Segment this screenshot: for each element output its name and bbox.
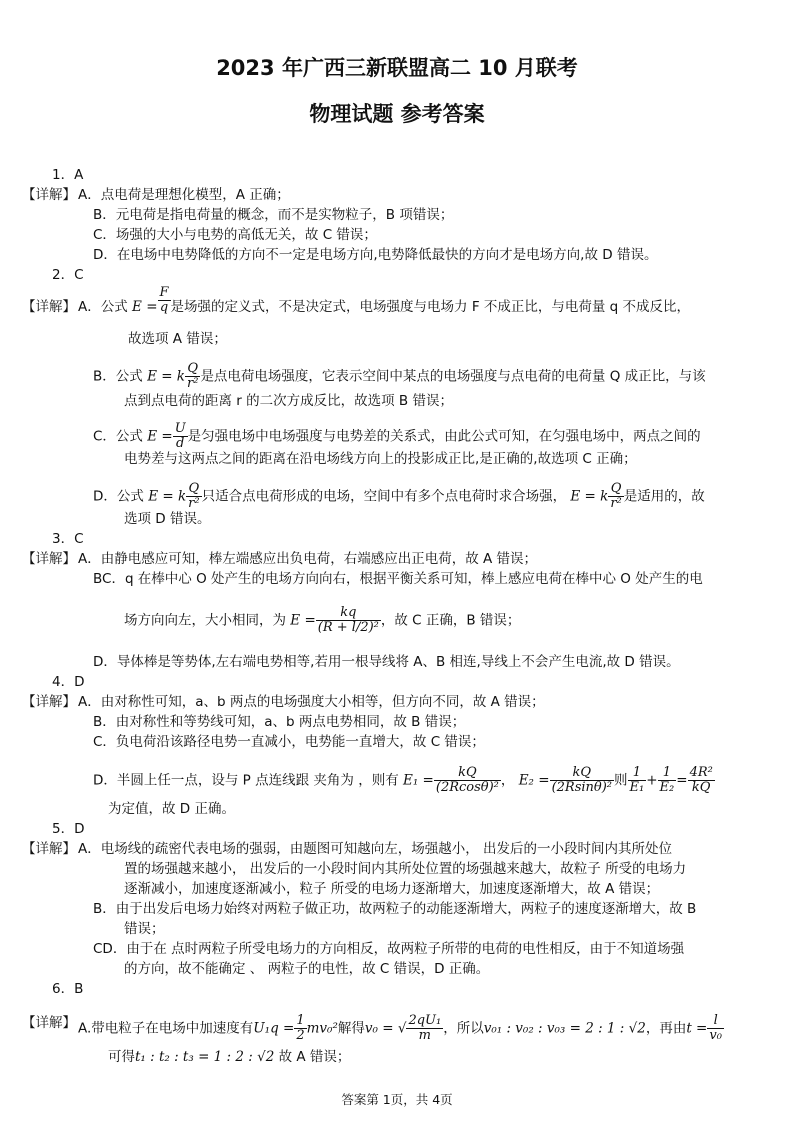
q4-option-b: B．由对称性和等势线可知，a、b 两点电势相同，故 B 错误； [93,714,466,730]
q2-detail-tag: 【详解】 [22,299,76,315]
q6-a2-text2: 故 A 错误； [278,1049,351,1065]
q6-a-text2: 解得 [337,1020,365,1037]
q6-a-line2 [108,1048,350,1066]
formula-frac: $\frac{kQ}{\text{(2Rsinθ)²}}$ [551,765,613,795]
q2-a-text: 是场强的定义式，不是决定式，电场强度与电场力 F 不成正比，与电荷量 q 不成反比， [170,299,691,315]
q2-option-a [78,284,691,316]
q3-option-bc: BC．q 在棒中心 O 处产生的电场方向向右，根据平衡关系可知，棒上感应电荷在棒中心 O 处产生的电 [93,571,703,587]
q2-b-text: 是点电荷电场强度，它表示空间中某点的电场强度与点电荷的电荷量 Q 成正比，与该 [200,368,706,385]
q6-option-a: A.带电粒子在电场中加速度有U₁q = $\frac{1}{2}$ mv₀²解得v₀ = √ $\frac{\text{2qU₁}}{m}$ ，所以v₀₁ : v₀₂ : v₀₃ = 2 : 1 : √2，再由t = $\frac{l}{\text{v₀}}$ [78,1013,722,1043]
formula-e2: E₂ = [518,772,550,789]
q4-option-a: A．由对称性可知，a、b 两点的电场强度大小相等，但方向不同，故 A 错误； [78,694,545,710]
q4-answer: 4．D [52,674,85,690]
formula-e-kq: E = [290,612,316,629]
q5-option-b: B．由于出发后电场力始终对两粒子做正功，故两粒子的动能逐渐增大，两粒子的速度逐渐增大，故 B [93,901,697,917]
q4-detail-tag: 【详解】 [22,694,76,710]
q2-d-text2: 是适用的，故 [623,488,705,505]
q2-option-c [93,422,701,451]
q5-option-cd: CD．由于在 点时两粒子所受电场力的方向相反，故两粒子所带的电荷的电性相反，由于不知道场强 [93,941,685,957]
formula-e-f-q: E = [132,299,158,315]
formula-e-kq-r2: E = k [570,488,609,505]
formula-frac: $\frac{1}{\text{E₁}}$ [629,765,645,795]
q5-option-a: A．电场线的疏密代表电场的强弱，由题图可知越向左，场强越小， 出发后的一小段时间内其所处位 [78,841,673,857]
page-title: 2023 年广西三新联盟高二 10 月联考 [216,56,578,80]
q4-option-d: D．半圆上任一点，设与 P 点连线跟 夹角为 ，则有 E₁ = $\frac{kQ}{\text{(2Rcosθ)²}}$ ， E₂ = $\frac{kQ}{\text{(2Rsinθ)²}}$ 则 $\frac{1}{\text{E₁}}$ + $\frac{1}{\text{E₂}}$ = $\frac{\text{4R²}}{kQ}$ [93,765,713,795]
q1-answer: 1．A [52,167,84,183]
q1-option-d: D．在电场中电势降低的方向不一定是电场方向,电势降低最快的方向才是电场方向,故 D 错误。 [93,247,658,263]
q5-a-line3: 逐渐减小，加速度逐渐减小，粒子 所受的电场力逐渐增大，加速度逐渐增大，故 A 错误； [124,881,660,897]
q2-c-prefix: C．公式 [93,428,143,445]
formula-energy: U₁q = [253,1020,295,1037]
formula-frac: $\frac{l}{\text{v₀}}$ [709,1013,722,1043]
q3-bc-text2: ，故 C 正确，B 错误； [380,612,521,629]
formula-frac: $\frac{\text{2qU₁}}{m}$ [408,1013,442,1043]
formula-frac: $\frac{Q}{\text{r²}}$ [610,481,622,511]
q2-a-prefix: A．公式 [78,299,128,315]
q2-option-b [93,362,706,391]
page-subtitle: 物理试题 参考答案 [309,102,485,126]
q3-option-d: D．导体棒是等势体,左右端电势相等,若用一根导线将 A、B 相连,导线上不会产生电流,故 D 错误。 [93,654,680,670]
q1-detail-tag: 【详解】 [22,187,76,203]
formula-t: t = [686,1020,708,1037]
q2-a-line2: 故选项 A 错误； [128,331,227,347]
formula-frac: $\frac{Q}{\text{r²}}$ [188,481,200,511]
formula-e-kq-r2: E = k [148,488,187,505]
formula-frac: $\frac{kq}{\text{(R + l/2)²}}$ [317,605,379,635]
q5-a-line2: 置的场强越来越小， 出发后的一小段时间内其所处位置的场强越来越大，故粒子 所受的电场力 [124,861,687,877]
formula-frac: $\frac{1}{2}$ [296,1013,305,1043]
formula-e-kq-r2: E = k [147,368,185,385]
q3-option-bc-line2 [124,606,520,635]
q5-answer: 5．D [52,821,85,837]
q4-d-line2: 为定值，故 D 正确。 [108,801,235,817]
q2-d-text: 只适合点电荷形成的电场，空间中有多个点电荷时求合场强， [201,488,567,505]
formula-frac: $\frac{Q}{\text{r²}}$ [187,361,199,391]
q6-detail-tag: 【详解】 [22,1015,76,1031]
q3-option-a: A．由静电感应可知，棒左端感应出负电荷，右端感应出正电荷，故 A 错误； [78,551,538,567]
formula-frac: $\frac{\text{4R²}}{kQ}$ [689,765,713,795]
q2-d-prefix: D．公式 [93,488,144,505]
q2-option-d [93,482,705,511]
q5-cd-line2: 的方向，故不能确定 、 两粒子的电性，故 C 错误，D 正确。 [124,961,490,977]
q1-option-a: A．点电荷是理想化模型，A 正确； [78,187,290,203]
page-footer: 答案第 1页，共 4页 [341,1092,453,1107]
formula-e1: E₁ = [403,772,434,789]
q2-b-line2: 点到点电荷的距离 r 的二次方成反比，故选项 B 错误； [124,393,453,409]
formula-frac: $\frac{F}{q}$ [159,284,169,315]
q4-d-then: 则 [614,772,628,789]
q6-a-text3: ，所以 [443,1020,484,1037]
q3-bc-text: 场方向向左，大小相同，为 [124,612,286,629]
formula-ratio: v₀₁ : v₀₂ : v₀₃ = 2 : 1 : √2 [483,1020,646,1037]
q5-b-line2: 错误； [124,921,165,937]
q2-c-line2: 电势差与这两点之间的距离在沿电场线方向上的投影成正比,是正确的,故选项 C 正确； [124,451,637,467]
q4-d-sep: ， [500,772,515,789]
formula-frac: $\frac{U}{d}$ [174,421,186,451]
q1-option-b: B．元电荷是指电荷量的概念，而不是实物粒子，B 项错误； [93,207,454,223]
formula-frac: $\frac{kQ}{\text{(2Rcosθ)²}}$ [435,765,499,795]
formula-e-u-d: E = [147,428,173,445]
q6-a-text: A.带电粒子在电场中加速度有 [78,1020,254,1037]
q4-option-c: C．负电荷沿该路径电势一直减小，电势能一直增大，故 C 错误； [93,734,485,750]
q2-answer: 2．C [52,267,84,283]
formula-frac: $\frac{1}{\text{E₂}}$ [659,765,675,795]
q6-a2-text: 可得 [108,1049,135,1065]
q1-option-c: C．场强的大小与电势的高低无关，故 C 错误； [93,227,377,243]
formula-time-ratio: t₁ : t₂ : t₃ = 1 : 2 : √2 [135,1049,275,1065]
q3-detail-tag: 【详解】 [22,551,76,567]
q3-answer: 3．C [52,531,84,547]
formula-v0: v₀ = √ [364,1020,407,1037]
q2-c-text: 是匀强电场中电场强度与电势差的关系式，由此公式可知，在匀强电场中，两点之间的 [187,428,701,445]
q2-b-prefix: B．公式 [93,368,143,385]
q6-a-text4: ，再由 [645,1020,687,1037]
q5-detail-tag: 【详解】 [22,841,76,857]
q6-answer: 6．B [52,981,84,997]
q4-d-text: D．半圆上任一点，设与 P 点连线跟 夹角为 ，则有 [93,772,399,789]
q2-d-line2: 选项 D 错误。 [124,511,211,527]
